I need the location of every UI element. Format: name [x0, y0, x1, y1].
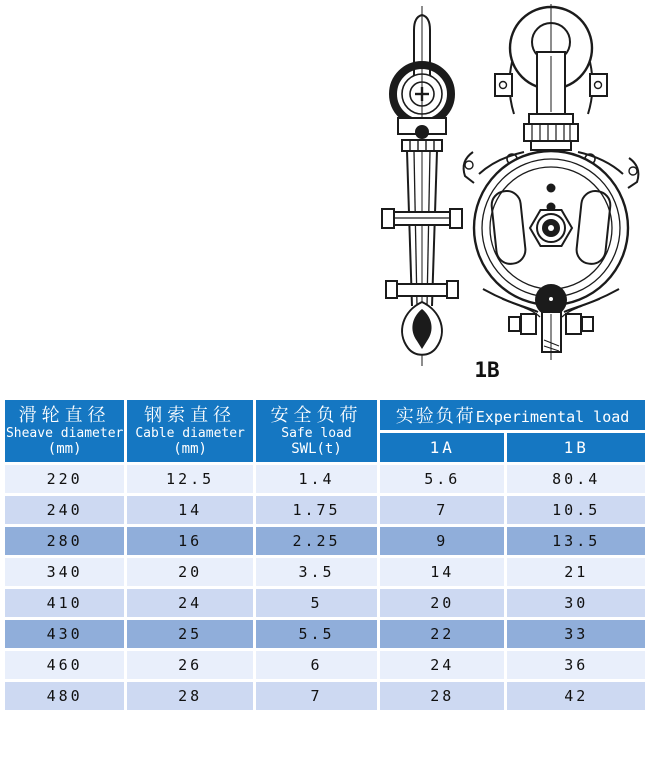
- table-cell: 36: [507, 651, 645, 679]
- table-cell: 80.4: [507, 465, 645, 493]
- header-experimental-en: Experimental load: [475, 408, 630, 426]
- header-sub-1a: 1A: [380, 433, 504, 462]
- table-row: [5, 651, 645, 679]
- table-cell: 5: [256, 589, 377, 617]
- table-cell: 42: [507, 682, 645, 710]
- table-cell: 240: [5, 496, 124, 524]
- table-cell: 24: [380, 651, 504, 679]
- table-cell: 10.5: [507, 496, 645, 524]
- header-safe-load: [256, 400, 377, 462]
- table-row: [5, 496, 645, 524]
- spec-table: [2, 397, 648, 713]
- header-sheave-zh: 滑轮直径: [18, 404, 111, 426]
- table-cell: 13.5: [507, 527, 645, 555]
- table-row: [5, 558, 645, 586]
- table-cell: 16: [127, 527, 253, 555]
- table-cell: 7: [380, 496, 504, 524]
- table-row: [5, 620, 645, 648]
- table-row: [5, 465, 645, 493]
- table-cell: 410: [5, 589, 124, 617]
- table-cell: 480: [5, 682, 124, 710]
- table-cell: 33: [507, 620, 645, 648]
- table-cell: 14: [127, 496, 253, 524]
- table-cell: 30: [507, 589, 645, 617]
- front-view-drawing: [464, 4, 639, 360]
- table-cell: 24: [127, 589, 253, 617]
- header-sheave-unit: (mm): [47, 440, 82, 457]
- table-cell: 12.5: [127, 465, 253, 493]
- table-cell: 20: [127, 558, 253, 586]
- figure-caption: 1B: [474, 358, 500, 382]
- header-cable-zh: 钢索直径: [144, 404, 237, 426]
- header-row-main: [5, 400, 645, 430]
- table-cell: 3.5: [256, 558, 377, 586]
- header-experimental-zh: 实验负荷: [395, 406, 476, 427]
- table-cell: 460: [5, 651, 124, 679]
- table-cell: 280: [5, 527, 124, 555]
- table-cell: 22: [380, 620, 504, 648]
- side-view-drawing: [382, 6, 462, 366]
- header-cable-en: Cable diameter: [135, 425, 245, 441]
- table-cell: 5.5: [256, 620, 377, 648]
- table-row: [5, 682, 645, 710]
- table-cell: 25: [127, 620, 253, 648]
- table-cell: 2.25: [256, 527, 377, 555]
- table-cell: 5.6: [380, 465, 504, 493]
- table-cell: 7: [256, 682, 377, 710]
- table-cell: 340: [5, 558, 124, 586]
- spec-table-container: [2, 397, 648, 713]
- table-cell: 14: [380, 558, 504, 586]
- table-cell: 20: [380, 589, 504, 617]
- table-cell: 28: [127, 682, 253, 710]
- header-cable-diameter: [127, 400, 253, 462]
- header-sub-1b: 1B: [507, 433, 645, 462]
- table-cell: 9: [380, 527, 504, 555]
- header-safe-load-zh: 安全负荷: [270, 404, 363, 426]
- table-cell: 1.75: [256, 496, 377, 524]
- table-cell: 220: [5, 465, 124, 493]
- table-cell: 6: [256, 651, 377, 679]
- table-cell: 28: [380, 682, 504, 710]
- header-cable-unit: (mm): [173, 440, 207, 457]
- header-sheave-en: Sheave diameter: [5, 425, 124, 441]
- table-cell: 430: [5, 620, 124, 648]
- header-sheave-diameter: [5, 400, 124, 462]
- table-row: [5, 527, 645, 555]
- table-row: [5, 589, 645, 617]
- table-cell: 1.4: [256, 465, 377, 493]
- header-experimental-load: [380, 400, 645, 430]
- header-safe-load-unit: SWL(t): [291, 440, 342, 457]
- table-cell: 26: [127, 651, 253, 679]
- table-cell: 21: [507, 558, 645, 586]
- header-safe-load-en: Safe load: [281, 425, 352, 441]
